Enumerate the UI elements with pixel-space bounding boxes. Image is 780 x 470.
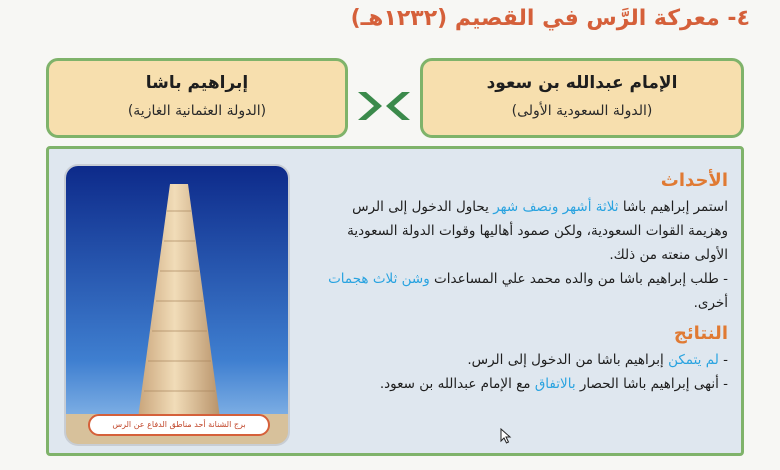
- result-highlight: بالاتفاق: [534, 376, 576, 392]
- party-state: (الدولة العثمانية الغازية): [127, 103, 267, 119]
- result-text: - أنهى إبراهيم باشا الحصار: [579, 376, 728, 392]
- events-text: - طلب إبراهيم باشا من والده محمد علي المساعدات: [434, 271, 728, 287]
- events-text: استمر إبراهيم باشا: [622, 199, 728, 215]
- result-item-2: [312, 372, 728, 396]
- events-paragraph-1: [312, 195, 728, 267]
- lesson-title: ٤- معركة الرَّس في القصيم (١٢٣٢هـ): [350, 6, 750, 31]
- mouse-pointer-icon: [500, 428, 512, 444]
- events-heading: الأحداث: [660, 170, 728, 191]
- party-name: إبراهيم باشا: [145, 73, 249, 93]
- party-name: الإمام عبدالله بن سعود: [486, 73, 678, 93]
- tower-illustration: [66, 166, 288, 444]
- result-highlight: لم يتمكن: [668, 352, 719, 368]
- events-text: يحاول الدخول إلى الرس وهزيمة القوات السعودية، ولكن صمود أهاليها وقوات الدولة السعودية الأولى منعته من ذلك.: [347, 199, 728, 263]
- party-state: (الدولة السعودية الأولى): [511, 103, 653, 119]
- result-dash: -: [723, 352, 728, 368]
- events-highlight: وشن ثلاث هجمات: [328, 271, 430, 287]
- photo-caption: برج الشنانة أحد مناطق الدفاع عن الرس: [88, 414, 270, 436]
- events-highlight: ثلاثة أشهر ونصف شهر: [493, 199, 619, 215]
- party-box-saudi: [420, 58, 744, 138]
- party-box-ottoman: [46, 58, 348, 138]
- result-text: إبراهيم باشا من الدخول إلى الرس.: [467, 352, 664, 368]
- result-text: مع الإمام عبدالله بن سعود.: [379, 376, 531, 392]
- result-item-1: [312, 348, 728, 372]
- results-heading: النتائج: [673, 323, 728, 344]
- lesson-content: [312, 170, 728, 396]
- events-paragraph-2: [312, 267, 728, 315]
- versus-icon: [354, 88, 414, 124]
- events-text: أخرى.: [693, 295, 728, 311]
- tower-photo: [66, 166, 288, 444]
